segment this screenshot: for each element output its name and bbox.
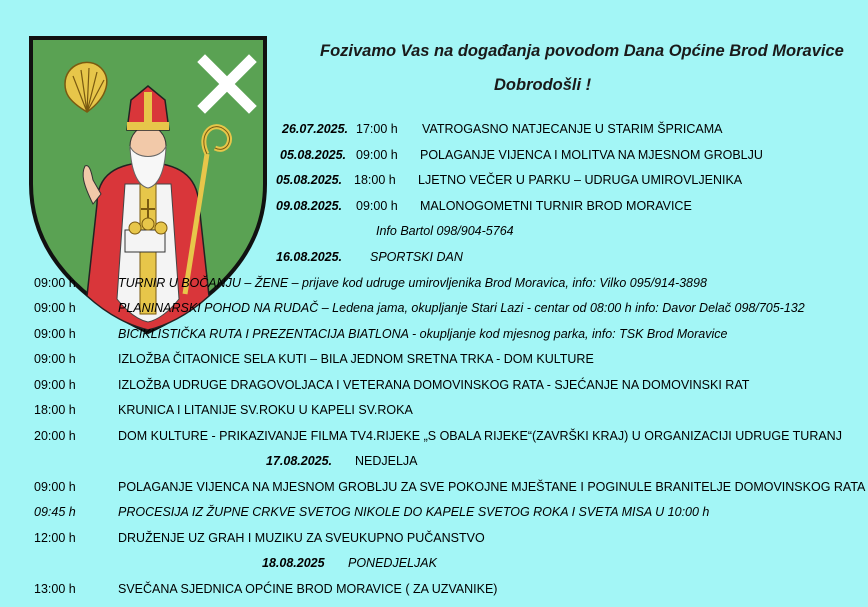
event-title: MALONOGOMETNI TURNIR BROD MORAVICE — [420, 199, 692, 213]
item-text: DRUŽENJE UZ GRAH I MUZIKU ZA SVEUKUPNO PUČANSTVO — [118, 531, 485, 545]
event-time: 18:00 h — [354, 173, 396, 187]
info-contact: Info Bartol 098/904-5764 — [376, 224, 514, 238]
item-time: 09:00 h — [34, 276, 76, 290]
event-title: POLAGANJE VIJENCA I MOLITVA NA MJESNOM GROBLJU — [420, 148, 763, 162]
event-date: 05.08.2025. — [276, 173, 343, 187]
item-time: 09:45 h — [34, 505, 76, 519]
day-label: NEDJELJA — [355, 454, 418, 468]
day-date: 16.08.2025. — [276, 250, 343, 264]
event-title: LJETNO VEČER U PARKU – UDRUGA UMIROVLJENIKA — [418, 173, 743, 187]
item-time: 12:00 h — [34, 531, 76, 545]
event-date: 09.08.2025. — [276, 199, 343, 213]
item-text: SVEČANA SJEDNICA OPĆINE BROD MORAVICE ( ZA UZVANIKE) — [118, 582, 498, 596]
welcome-text: Dobrodošli ! — [494, 76, 592, 94]
item-text: IZLOŽBA ČITAONICE SELA KUTI – BILA JEDNOM SRETNA TRKA - DOM KULTURE — [118, 352, 594, 366]
event-row — [282, 122, 348, 137]
item-time: 09:00 h — [34, 301, 76, 315]
item-text: KRUNICA I LITANIJE SV.ROKU U KAPELI SV.ROKA — [118, 403, 413, 417]
item-text: PLANINARSKI POHOD NA RUDAČ – Ledena jama, okupljanje Stari Lazi - centar od 08:00 h info: Davor Delač 098/705-132 — [118, 301, 805, 315]
event-date: 26.07.2025. — [282, 122, 349, 136]
item-text: BICIKLISTIČKA RUTA I PREZENTACIJA BIATLONA - okupljanje kod mjesnog parka, info: TSK Brod Moravice — [118, 327, 728, 341]
day-date: 17.08.2025. — [266, 454, 333, 468]
item-text: DOM KULTURE - PRIKAZIVANJE FILMA TV4.RIJEKE „S OBALA RIJEKE“(ZAVRŠKI KRAJ) U ORGANIZACIJI UDRUGE TURANJ — [118, 429, 842, 443]
item-time: 09:00 h — [34, 352, 76, 366]
item-time: 18:00 h — [34, 403, 76, 417]
item-text: TURNIR U BOČANJU – ŽENE – prijave kod udruge umirovljenika Brod Moravica, info: Vilko 095/914-3898 — [118, 276, 707, 290]
event-title: VATROGASNO NATJECANJE U STARIM ŠPRICAMA — [422, 122, 723, 136]
event-time: 17:00 h — [356, 122, 398, 136]
item-text: PROCESIJA IZ ŽUPNE CRKVE SVETOG NIKOLE DO KAPELE SVETOG ROKA I SVETA MISA U 10:00 h — [118, 505, 710, 519]
day-label: SPORTSKI DAN — [370, 250, 463, 264]
item-time: 09:00 h — [34, 327, 76, 341]
item-text: POLAGANJE VIJENCA NA MJESNOM GROBLJU ZA SVE POKOJNE MJEŠTANE I POGINULE BRANITELJE DOMOVINSKOG RATA — [118, 480, 866, 494]
poster-title: Fozivamo Vas na događanja povodom Dana Općine Brod Moravice — [320, 42, 844, 60]
event-time: 09:00 h — [356, 199, 398, 213]
item-time: 09:00 h — [34, 480, 76, 494]
event-time: 09:00 h — [356, 148, 398, 162]
day-label: PONEDJELJAK — [348, 556, 437, 570]
event-date: 05.08.2025. — [280, 148, 347, 162]
item-time: 13:00 h — [34, 582, 76, 596]
item-time: 20:00 h — [34, 429, 76, 443]
item-time: 09:00 h — [34, 378, 76, 392]
day-date: 18.08.2025 — [262, 556, 325, 570]
item-text: IZLOŽBA UDRUGE DRAGOVOLJACA I VETERANA DOMOVINSKOG RATA - SJEĆANJE NA DOMOVINSKI RAT — [118, 378, 750, 392]
